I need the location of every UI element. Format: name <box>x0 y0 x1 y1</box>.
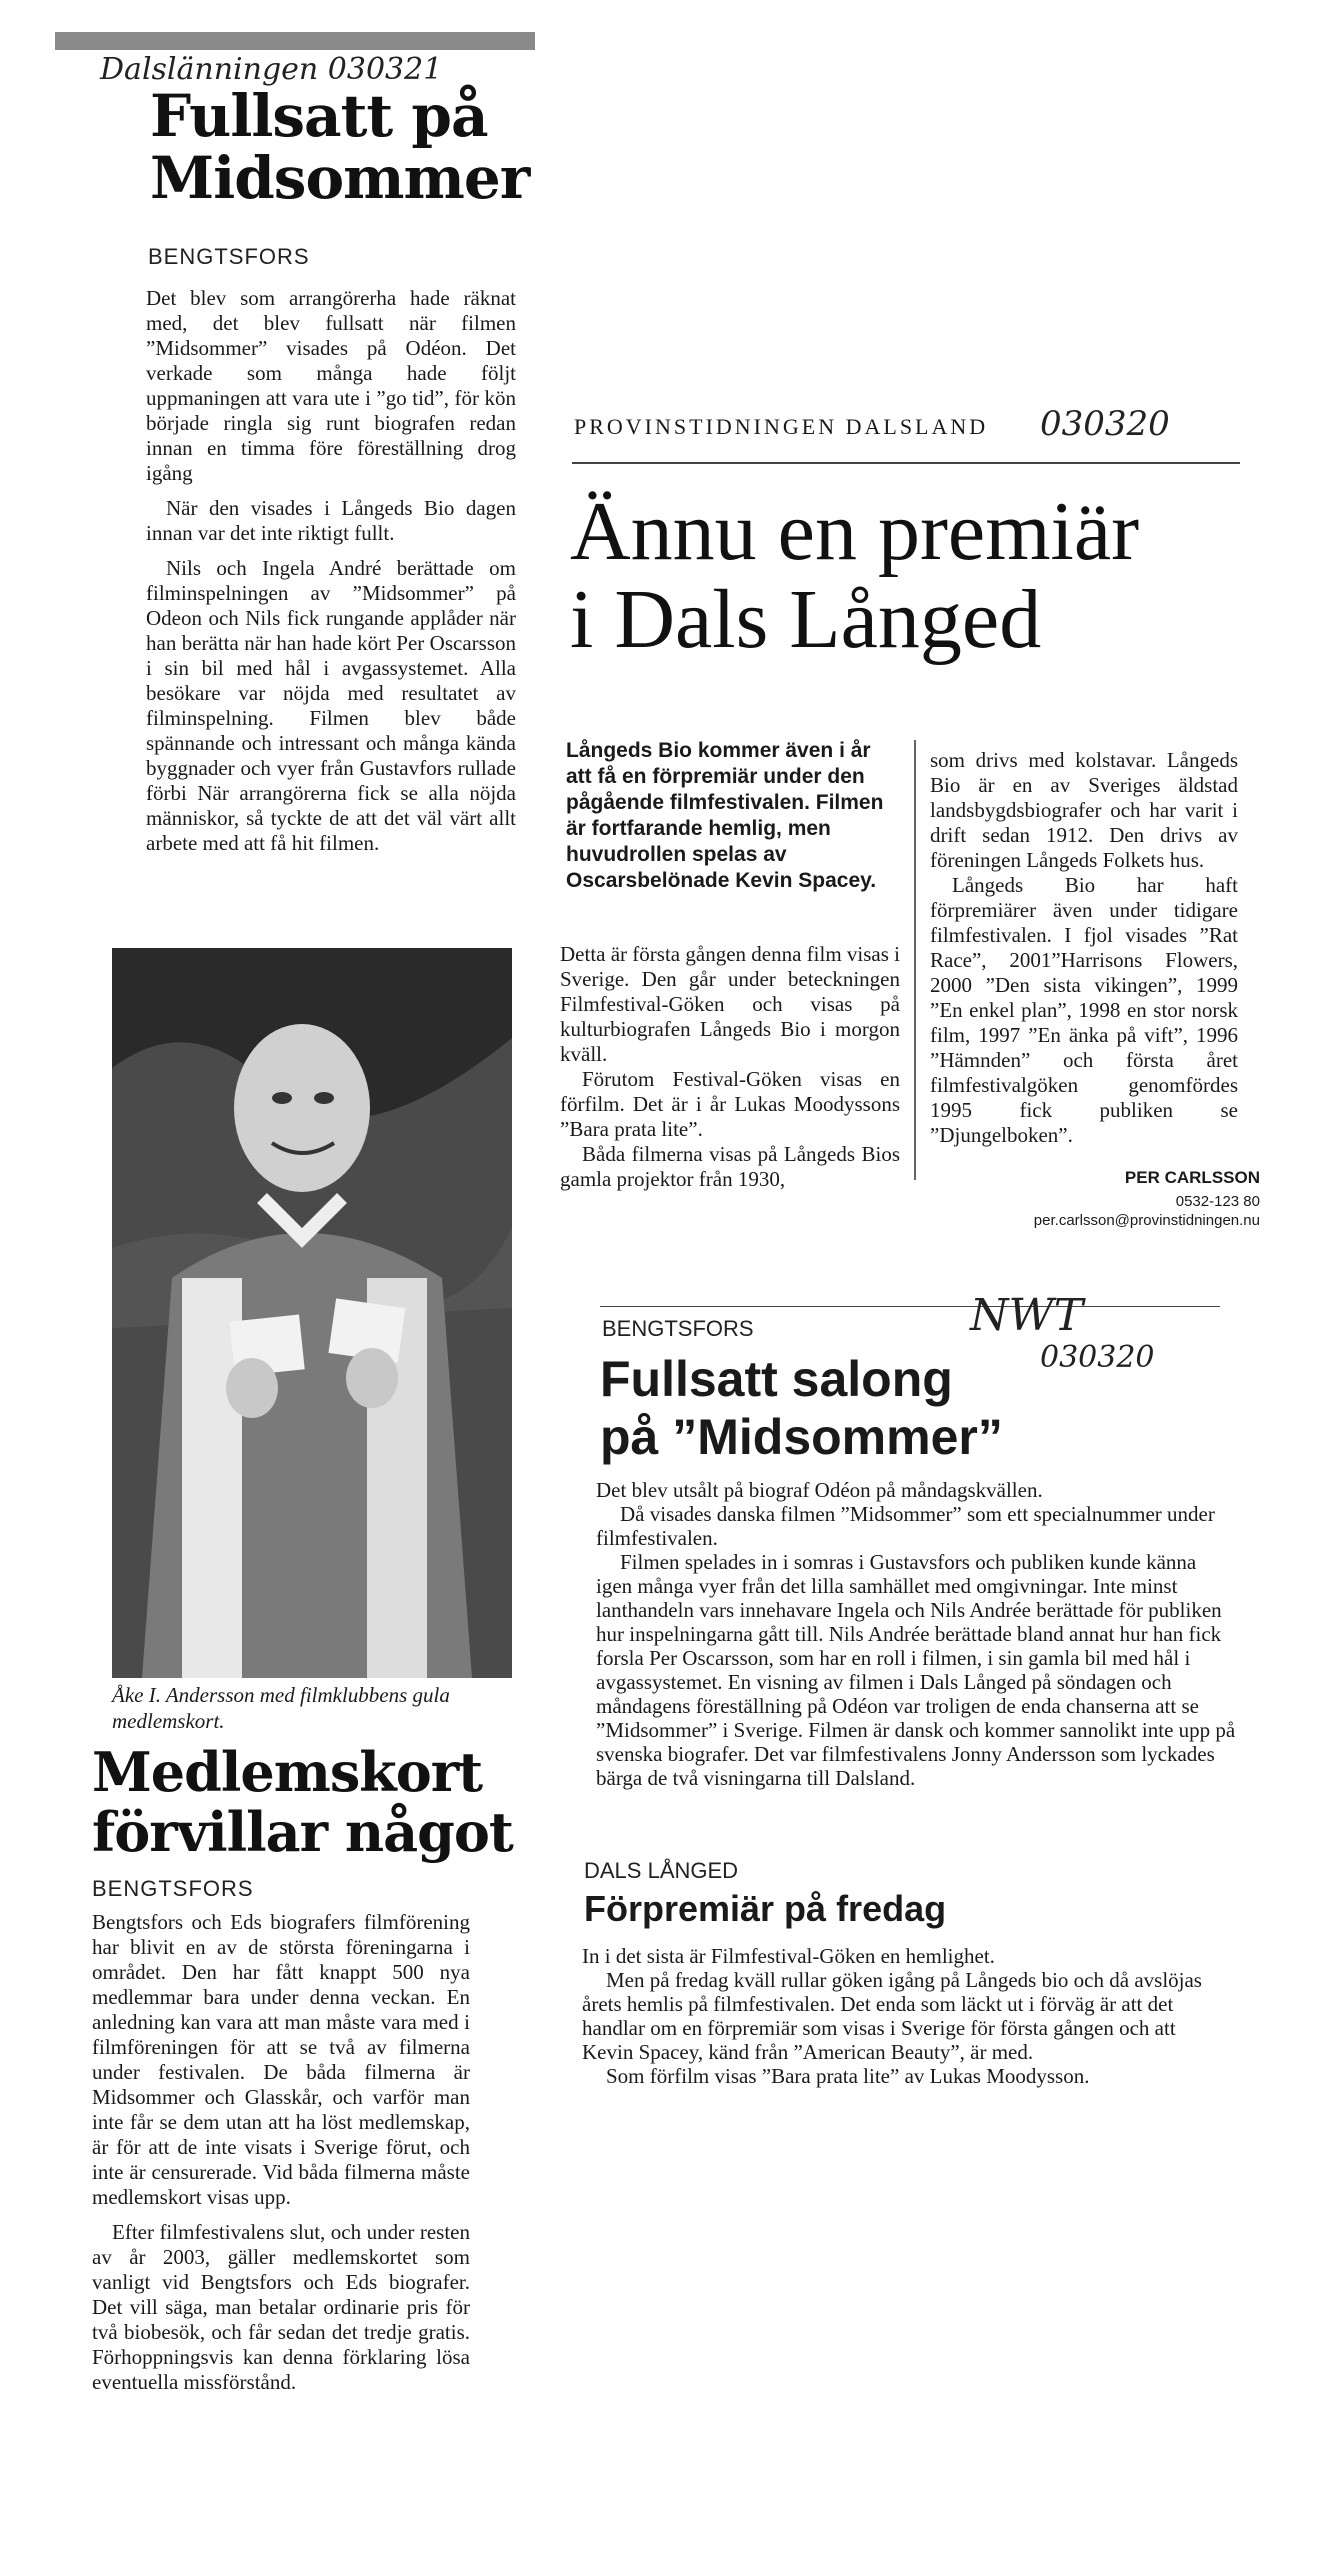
clip2-paragraph: Bengtsfors och Eds biografers filmförening har blivit en av de största föreningarna i området. Den har fått knappt 500 nya medlemmar bara under denna veckan. En anledning kan vara att man måste vara med i filmföreningen för att se två av filmerna under festivalen. De båda filmerna är Midsommer och Glasskår, och varför man inte får se dem utan att ha löst medlemskap, är för att de inte visats i Sverige förut, och inte är censurerade. Vid båda filmerna måste medlemskort visas upp. <box>92 1910 470 2209</box>
clip1-headline-line2: Midsommer <box>150 144 530 212</box>
clip3-paper-name: PROVINSTIDNINGEN DALSLAND <box>574 414 989 439</box>
clip3-handwritten-date: 030320 <box>1040 404 1170 444</box>
photo-caption: Åke I. Andersson med filmklubbens gula medlemskort. <box>112 1683 450 1733</box>
clip2-dateline: BENGTSFORS <box>92 1876 254 1901</box>
clip4-paragraph: Filmen spelades in i somras i Gustavsfors och publiken kunde känna igen många vyer från det lilla samhället med omgivningar. Inte minst lanthandeln vars innehavare Ingela och Nils Andrée berättade för publiken hur inspelningarna gått till. Nils Andrée berättade bland annat hur han fick forsla Per Oscarsson, som har en roll i filmen, i sin gamla bil med hål i avgassystemet. En visning av filmen i Dals Långed på söndagen och måndagens föreställning på Odéon var troligen de enda chanserna att se ”Midsommer” i Sverige. Filmen är dansk och kommer sannolikt inte upp på svenska biografer. Det var filmfestivalens Jonny Andersson som lyckades bärga de två visningarna till Dalsland. <box>596 1550 1236 1790</box>
clip2-body <box>92 1910 470 2405</box>
clip4-headline-1-line2: på ”Midsommer” <box>600 1409 1003 1465</box>
clip4-handwritten-paper: NWT <box>970 1290 1084 1341</box>
clip4-body-1 <box>596 1478 1236 1790</box>
clip3-headline <box>570 485 1140 666</box>
handwritten-source-note: Dalslänningen 030321 <box>100 52 443 87</box>
clip4-handwritten-date: 030320 <box>1040 1340 1155 1375</box>
clip3-top-rule <box>572 462 1240 464</box>
clip4-dateline-1: BENGTSFORS <box>602 1316 754 1341</box>
scan-top-bar <box>55 32 535 50</box>
clip4-dateline-2: DALS LÅNGED <box>584 1858 739 1883</box>
clip4-paragraph: Det blev utsålt på biograf Odéon på måndagskvällen. <box>596 1478 1043 1502</box>
clip3-paragraph: Förutom Festival-Göken visas en förfilm. Det är i år Lukas Moodyssons ”Bara prata lite”. <box>560 1067 900 1141</box>
clip4-body-2 <box>582 1944 1222 2088</box>
clip4-headline-1 <box>600 1350 1003 1466</box>
clip3-headline-line1: Ännu en premiär <box>570 485 1140 578</box>
clip3-column-divider <box>914 740 916 1180</box>
clip2-headline <box>92 1742 513 1862</box>
clip2-headline-line1: Medlemskort <box>92 1740 483 1804</box>
article-photo <box>112 948 512 1678</box>
clip4-headline-1-line1: Fullsatt salong <box>600 1351 953 1407</box>
clip2-paragraph: Efter filmfestivalens slut, och under resten av år 2003, gäller medlemskortet som vanligt vid Bengtsfors och Eds biografer. Det vill säga, man betalar ordinarie pris för två biobesök, och får sedan det tredje gratis. Förhoppningsvis kan denna förklaring lösa eventuella missförstånd. <box>92 2220 470 2394</box>
clip4-paragraph: In i det sista är Filmfestival-Göken en hemlighet. <box>582 1944 995 1968</box>
clip4-paragraph: Som förfilm visas ”Bara prata lite” av Lukas Moodysson. <box>606 2064 1090 2088</box>
clip1-body <box>146 286 516 866</box>
clip1-paragraph: Nils och Ingela André berättade om filminspelningen av ”Midsommer” på Odeon och Nils fick rungande applåder när han berätta när han hade kört Per Oscarsson i sin bil med hål i avgassystemet. Alla besökare var nöjda med resultatet av filminspelning. Filmen blev både spännande och intressant och många kända byggnader och vyer från Gustavfors rullade förbi När arrangörerna fick se alla nöjda människor, så tyckte de att det väl värt allt arbete med att få hit filmen. <box>146 556 516 855</box>
clip1-dateline: BENGTSFORS <box>148 244 310 269</box>
clip4-paragraph: Då visades danska filmen ”Midsommer” som ett specialnummer under filmfestivalen. <box>596 1502 1215 1550</box>
clip3-email: per.carlsson@provinstidningen.nu <box>1033 1212 1260 1229</box>
clip1-paragraph: Det blev som arrangörerha hade räknat med, det blev fullsatt när filmen ”Midsommer” visades på Odéon. Det verkade som många hade följt uppmaningen att vara ute i ”go tid”, för kön började ringla sig runt biografen redan innan en timma före föreställning drog igång <box>146 286 516 485</box>
clip4-headline-2: Förpremiär på fredag <box>584 1888 947 1929</box>
clip3-paragraph: Detta är första gången denna film visas i Sverige. Den går under beteckningen Filmfestival-Göken och visas på kulturbiografen Långeds Bio i morgon kväll. <box>560 942 900 1066</box>
clip3-paragraph: Båda filmerna visas på Långeds Bios gamla projektor från 1930, <box>560 1142 900 1191</box>
clip4-paragraph: Men på fredag kväll rullar göken igång på Långeds bio och då avslöjas årets hemlis på filmfestivalen. Det enda som läckt ut i förväg är att det handlar om en förpremiär som visas i Sverige för första gången och att Kevin Spacey, känd från ”American Beauty”, är med. <box>582 1968 1202 2064</box>
clip3-paragraph: Långeds Bio har haft förpremiärer även under tidigare filmfestivalen. I fjol visades ”Rat Race”, 2001”Harrisons Flowers, 2000 ”Den sista vikingen”, 1999 ”En enkel plan”, 1998 en stor norsk film, 1997 ”En änka på vift”, 1996 ”Hämnden” och första året filmfestivalgöken genomfördes 1995 fick publiken se ”Djungelboken”. <box>930 873 1238 1147</box>
clip2-headline-line2: förvillar något <box>92 1800 513 1864</box>
photo-man-holding-cards <box>112 948 512 1678</box>
clip1-headline-line1: Fullsatt på <box>150 82 488 150</box>
clip3-paragraph: som drivs med kolstavar. Långeds Bio är en av Sveriges äldstad landsbygdsbiografer och har varit i drift sedan 1912. Den drivs av föreningen Långeds Folkets hus. <box>930 748 1238 872</box>
clip3-signature: PER CARLSSON <box>1124 1168 1260 1187</box>
clip1-headline <box>150 82 530 212</box>
clip3-column-1 <box>560 942 900 1192</box>
clip3-lead: Långeds Bio kommer även i år att få en förpremiär under den pågående filmfestivalen. Filmen är fortfarande hemlig, men huvudrollen spelas av Oscarsbelönade Kevin Spacey. <box>566 739 884 892</box>
clip3-column-2 <box>930 748 1238 1148</box>
clip3-phone: 0532-123 80 <box>1175 1193 1260 1210</box>
clip4-top-rule <box>600 1306 1220 1307</box>
clip1-paragraph: När den visades i Långeds Bio dagen innan var det inte riktigt fullt. <box>146 496 516 545</box>
clip3-headline-line2: i Dals Långed <box>570 573 1042 666</box>
